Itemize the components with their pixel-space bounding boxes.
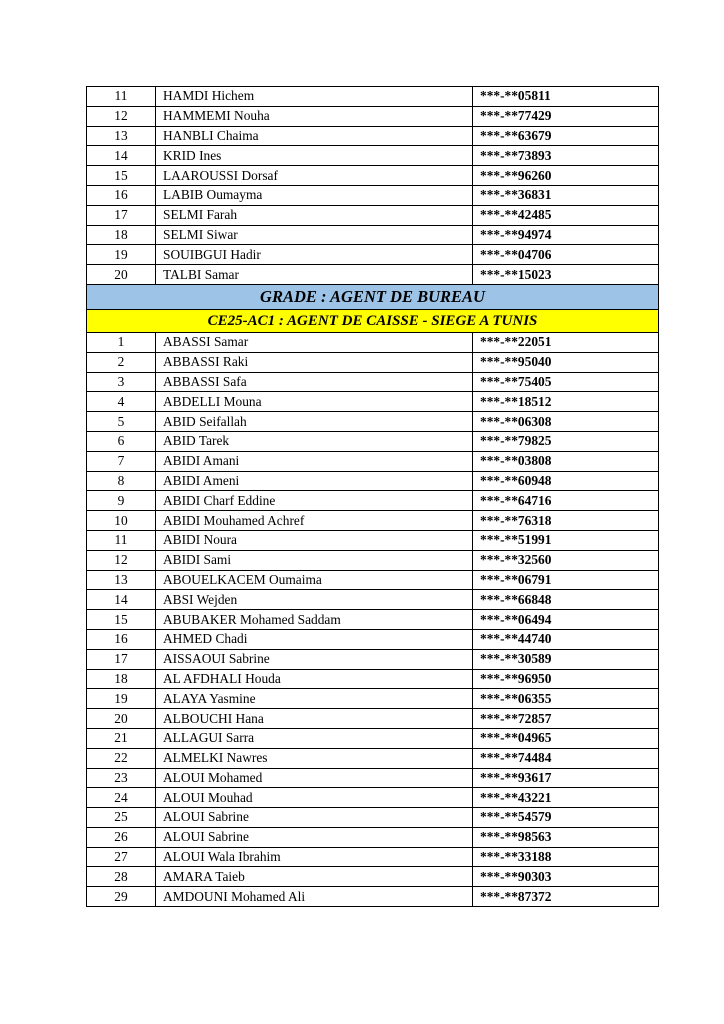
- candidate-id: ***-**73893: [473, 146, 659, 166]
- candidate-id: ***-**30589: [473, 649, 659, 669]
- candidate-name: ABOUELKACEM Oumaima: [156, 570, 473, 590]
- candidate-name: SELMI Siwar: [156, 225, 473, 245]
- row-number: 16: [87, 185, 156, 205]
- candidate-id: ***-**42485: [473, 205, 659, 225]
- candidate-id: ***-**51991: [473, 530, 659, 550]
- row-number: 11: [87, 87, 156, 107]
- row-number: 29: [87, 887, 156, 907]
- candidate-name: ALOUI Mouhad: [156, 788, 473, 808]
- table-row: [87, 550, 659, 570]
- second-block: [87, 332, 659, 906]
- row-number: 16: [87, 629, 156, 649]
- section-title: CE25-AC1 : AGENT DE CAISSE - SIEGE A TUNIS: [87, 309, 659, 332]
- candidate-id: ***-**04706: [473, 245, 659, 265]
- candidate-id: ***-**60948: [473, 471, 659, 491]
- table-row: [87, 372, 659, 392]
- row-number: 12: [87, 550, 156, 570]
- table-row: [87, 185, 659, 205]
- candidate-id: ***-**04965: [473, 728, 659, 748]
- candidate-id: ***-**32560: [473, 550, 659, 570]
- table-row: [87, 146, 659, 166]
- table-row: [87, 689, 659, 709]
- candidate-id: ***-**87372: [473, 887, 659, 907]
- candidate-id: ***-**22051: [473, 332, 659, 352]
- table-row: [87, 748, 659, 768]
- candidate-id: ***-**72857: [473, 709, 659, 729]
- candidate-name: ALOUI Sabrine: [156, 827, 473, 847]
- row-number: 4: [87, 392, 156, 412]
- grade-header-row: [87, 284, 659, 309]
- candidate-name: SELMI Farah: [156, 205, 473, 225]
- table-row: [87, 649, 659, 669]
- table-row: [87, 352, 659, 372]
- candidate-id: ***-**06355: [473, 689, 659, 709]
- row-number: 27: [87, 847, 156, 867]
- table-row: [87, 709, 659, 729]
- candidate-name: TALBI Samar: [156, 265, 473, 285]
- candidate-name: HAMDI Hichem: [156, 87, 473, 107]
- row-number: 18: [87, 669, 156, 689]
- table-row: [87, 669, 659, 689]
- candidate-name: ALOUI Sabrine: [156, 808, 473, 828]
- candidate-id: ***-**44740: [473, 629, 659, 649]
- candidate-name: ALMELKI Nawres: [156, 748, 473, 768]
- table-row: [87, 768, 659, 788]
- table-row: [87, 471, 659, 491]
- candidate-name: ABASSI Samar: [156, 332, 473, 352]
- candidate-name: ABBASSI Safa: [156, 372, 473, 392]
- table-row: [87, 106, 659, 126]
- grade-title: GRADE : AGENT DE BUREAU: [87, 284, 659, 309]
- table-row: [87, 610, 659, 630]
- candidate-id: ***-**79825: [473, 431, 659, 451]
- candidate-id: ***-**33188: [473, 847, 659, 867]
- candidate-id: ***-**06308: [473, 412, 659, 432]
- candidate-name: ALOUI Wala Ibrahim: [156, 847, 473, 867]
- row-number: 13: [87, 570, 156, 590]
- candidate-name: ALLAGUI Sarra: [156, 728, 473, 748]
- row-number: 3: [87, 372, 156, 392]
- candidate-name: AHMED Chadi: [156, 629, 473, 649]
- row-number: 15: [87, 166, 156, 186]
- candidate-id: ***-**15023: [473, 265, 659, 285]
- row-number: 6: [87, 431, 156, 451]
- candidate-name: HANBLI Chaima: [156, 126, 473, 146]
- candidate-id: ***-**54579: [473, 808, 659, 828]
- candidate-id: ***-**96260: [473, 166, 659, 186]
- candidate-id: ***-**90303: [473, 867, 659, 887]
- candidate-name: LABIB Oumayma: [156, 185, 473, 205]
- candidate-id: ***-**74484: [473, 748, 659, 768]
- row-number: 11: [87, 530, 156, 550]
- table-row: [87, 392, 659, 412]
- table-row: [87, 590, 659, 610]
- candidate-name: ABSI Wejden: [156, 590, 473, 610]
- candidate-name: ABID Seifallah: [156, 412, 473, 432]
- table-row: [87, 808, 659, 828]
- candidate-name: ABIDI Mouhamed Achref: [156, 511, 473, 531]
- table-row: [87, 451, 659, 471]
- table-row: [87, 511, 659, 531]
- row-number: 20: [87, 709, 156, 729]
- candidate-name: ABBASSI Raki: [156, 352, 473, 372]
- table-row: [87, 728, 659, 748]
- row-number: 20: [87, 265, 156, 285]
- row-number: 15: [87, 610, 156, 630]
- row-number: 8: [87, 471, 156, 491]
- row-number: 25: [87, 808, 156, 828]
- candidate-name: SOUIBGUI Hadir: [156, 245, 473, 265]
- candidate-name: AMARA Taieb: [156, 867, 473, 887]
- candidate-name: LAAROUSSI Dorsaf: [156, 166, 473, 186]
- table-row: [87, 887, 659, 907]
- candidate-id: ***-**76318: [473, 511, 659, 531]
- row-number: 21: [87, 728, 156, 748]
- candidate-name: ABDELLI Mouna: [156, 392, 473, 412]
- candidate-name: ABIDI Ameni: [156, 471, 473, 491]
- table-row: [87, 431, 659, 451]
- table-row: [87, 570, 659, 590]
- table-row: [87, 530, 659, 550]
- candidate-name: ALAYA Yasmine: [156, 689, 473, 709]
- candidate-id: ***-**64716: [473, 491, 659, 511]
- candidate-name: ABIDI Sami: [156, 550, 473, 570]
- row-number: 18: [87, 225, 156, 245]
- row-number: 5: [87, 412, 156, 432]
- candidate-name: ALOUI Mohamed: [156, 768, 473, 788]
- row-number: 22: [87, 748, 156, 768]
- candidate-id: ***-**98563: [473, 827, 659, 847]
- table-row: [87, 332, 659, 352]
- candidate-id: ***-**66848: [473, 590, 659, 610]
- row-number: 17: [87, 205, 156, 225]
- row-number: 19: [87, 689, 156, 709]
- table-row: [87, 788, 659, 808]
- table-row: [87, 166, 659, 186]
- row-number: 14: [87, 146, 156, 166]
- row-number: 23: [87, 768, 156, 788]
- row-number: 17: [87, 649, 156, 669]
- table-row: [87, 629, 659, 649]
- candidate-name: ABIDI Charf Eddine: [156, 491, 473, 511]
- table-row: [87, 205, 659, 225]
- candidate-name: HAMMEMI Nouha: [156, 106, 473, 126]
- table-row: [87, 867, 659, 887]
- results-sheet: [86, 86, 658, 907]
- row-number: 2: [87, 352, 156, 372]
- row-number: 10: [87, 511, 156, 531]
- table-row: [87, 847, 659, 867]
- table-row: [87, 827, 659, 847]
- table-row: [87, 265, 659, 285]
- candidate-name: ALBOUCHI Hana: [156, 709, 473, 729]
- candidate-id: ***-**06791: [473, 570, 659, 590]
- candidate-id: ***-**77429: [473, 106, 659, 126]
- table-row: [87, 412, 659, 432]
- candidate-id: ***-**36831: [473, 185, 659, 205]
- candidate-id: ***-**06494: [473, 610, 659, 630]
- candidate-name: AMDOUNI Mohamed Ali: [156, 887, 473, 907]
- candidate-id: ***-**94974: [473, 225, 659, 245]
- table-row: [87, 87, 659, 107]
- candidate-name: AL AFDHALI Houda: [156, 669, 473, 689]
- candidate-id: ***-**03808: [473, 451, 659, 471]
- candidate-name: ABIDI Noura: [156, 530, 473, 550]
- candidate-id: ***-**75405: [473, 372, 659, 392]
- candidate-name: KRID Ines: [156, 146, 473, 166]
- row-number: 19: [87, 245, 156, 265]
- candidate-id: ***-**05811: [473, 87, 659, 107]
- first-block: [87, 87, 659, 285]
- candidate-name: ABUBAKER Mohamed Saddam: [156, 610, 473, 630]
- row-number: 7: [87, 451, 156, 471]
- table-row: [87, 126, 659, 146]
- row-number: 12: [87, 106, 156, 126]
- candidate-id: ***-**43221: [473, 788, 659, 808]
- row-number: 9: [87, 491, 156, 511]
- candidate-id: ***-**18512: [473, 392, 659, 412]
- candidate-name: ABID Tarek: [156, 431, 473, 451]
- candidate-name: ABIDI Amani: [156, 451, 473, 471]
- row-number: 24: [87, 788, 156, 808]
- candidate-id: ***-**93617: [473, 768, 659, 788]
- row-number: 26: [87, 827, 156, 847]
- section-header-row: [87, 309, 659, 332]
- candidate-id: ***-**95040: [473, 352, 659, 372]
- candidate-id: ***-**63679: [473, 126, 659, 146]
- candidate-name: AISSAOUI Sabrine: [156, 649, 473, 669]
- row-number: 28: [87, 867, 156, 887]
- row-number: 14: [87, 590, 156, 610]
- row-number: 1: [87, 332, 156, 352]
- table-row: [87, 491, 659, 511]
- candidate-id: ***-**96950: [473, 669, 659, 689]
- row-number: 13: [87, 126, 156, 146]
- table-row: [87, 225, 659, 245]
- candidates-table: [86, 86, 659, 907]
- table-row: [87, 245, 659, 265]
